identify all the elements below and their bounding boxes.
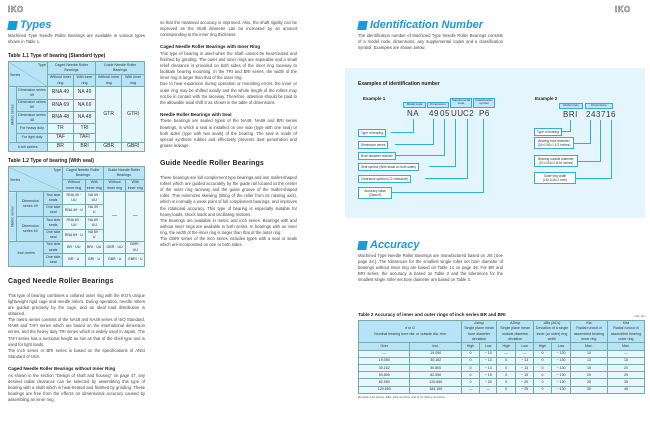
sub-header: Low [480,343,497,350]
table2-caption: Table 1.2 Type of bearing (With seal) [8,158,94,165]
cell: − 13 [516,365,534,372]
caged-with-heading: Caged Needle Roller Bearings with Inner Ring [160,44,261,50]
cell: RNA 69 · U [62,229,85,241]
type-label: Type [53,167,61,172]
guide-p1: These bearings are full complement type bearings and use mallet-shaped rollers which are guided accurately by the guide rail located at the center of the outer ring raceway and the guide groove of the mallet-shaped roller. This minimizes skewing (tilting of the roller from its rotating axis), which is normally a weak point of full complement bearings, and improves the rotational accuracy. This type of bearing is especially suitable for heavy loads, shock loads and oscillating motions. [160,175,297,217]
cell: 184.150 [410,386,461,393]
cell: 30.162 [359,365,410,372]
label-outer-ring-width: Outer ring width (16×1/16=1 inch) [534,172,576,184]
sub-header: High [461,343,479,350]
group-cell: Inch series [9,241,44,266]
metric-label: Metric series [9,87,17,143]
cell: BR · U [62,254,85,266]
cell: 25 [570,379,607,386]
accuracy-intro: Machined Type Needle Roller Bearings are manufactured based on JIS (See page 34.). The tolerances for the smallest single roller set bore diameter of bearings without inner ring are based on Table 14 on page 36. For BR and BRI series, the accuracy is based on Table 2 and the tolerances for the smallest single roller set bore diameter are based on Table 3. [358,253,503,283]
header-sym: Kia [586,321,592,326]
cell: BRI · UU [85,241,103,253]
table-row [9,192,145,204]
sub-header: With inner ring [122,74,145,86]
cell: 25 [607,372,644,379]
cell: 82.550 [359,379,410,386]
label-dimension-series: Dimension series [358,141,388,149]
col-caged: Caged Needle Roller Bearings [47,62,95,74]
cell: 0 [497,372,516,379]
section-square-icon [357,21,368,30]
cell: GBR · U [103,254,126,266]
cell: 30.162 [410,357,461,364]
cell: GBRI [122,142,145,151]
seal-cell: Two side seals [44,241,63,253]
cell: 0 [461,379,479,386]
cell: 0 [497,365,516,372]
sub-header: Without inner ring [62,179,85,191]
sub-header-row [359,343,645,350]
example2-label: Example 2 [535,96,558,101]
cell: 45 [607,386,644,393]
ident-examples-box [345,68,645,218]
cell: BRI [73,142,95,151]
header-desc: Deviation of a single inner (or outer) ring width [535,326,569,341]
label-outside-dia: Bearing outside diameter (37×1/16=2 5/16 inches) [534,155,578,167]
cell: GBR [96,142,122,151]
header-sym: d or D [405,326,415,331]
label-type-of-bearing: Type of bearing [358,129,386,137]
cell: 30 [570,386,607,393]
tag-dimensions: Dimensions [427,102,449,108]
header-sym: ΔBs (ΔCs) [543,321,561,326]
cell: − 13 [480,357,497,364]
tag-classification: Classification symbol [473,98,495,108]
table-row [359,365,645,372]
cell: TAFI [73,133,95,142]
cell: − 130 [551,379,570,386]
cell: RNA 69 · UU [62,217,85,229]
cell: 0 [534,379,552,386]
cell: − 130 [551,350,570,357]
cell: − 130 [551,386,570,393]
cell: − 20 [480,379,497,386]
label-clearance-symbol: Clearance symbol (C2 clearance) [358,175,411,183]
series-cell: For light duty [17,133,48,142]
cell: 0 [534,365,552,372]
sub-header: Low [551,343,570,350]
accuracy-remark: Remark d for Δdmp, ΔBs, ΔCs and Kia, and D for ΔDmp and Kea [358,394,445,399]
cell: TAF [47,133,73,142]
col-guide: Guide Needle Roller Bearings [103,167,144,179]
cell: 19.050 [410,350,461,357]
table-row [359,372,645,379]
group-cell: Dimension series 49 [17,192,44,217]
cell: − 25 [516,386,534,393]
header-sym: Δdmp [474,321,484,326]
cell: 120.650 [410,379,461,386]
types-title: Types [20,19,52,31]
sub-header: With inner ring [85,179,103,191]
types-heading [8,20,145,31]
cell: — [516,350,534,357]
header-desc: Radial runout of assembled bearing inner ring [573,326,605,341]
tag-model-code: Model code [559,103,583,109]
sub-header: Incl. [410,343,461,350]
cell: GBRI · U [126,254,145,266]
cell: GTR [96,87,122,143]
cell: 15 [570,365,607,372]
series-cell: Dimension series 69 [17,99,48,111]
header-sym: Kea [622,321,630,326]
code-49: 49 [429,109,439,118]
seal-cell: Two side seals [44,192,63,204]
caged-without-heading: Caged Needle Roller Bearings without Inner Ring [8,365,116,371]
cell: − 130 [551,372,570,379]
cell: NA 69 · UU [85,217,103,229]
sub-header: Without inner ring [103,179,126,191]
tag-supplemental: Supplemental code [450,98,472,108]
cell: — [103,192,126,242]
cell: GTRI [122,87,145,143]
series-label: Series [10,178,21,183]
iko-logo-left: IKO [8,5,24,14]
cell: 0 [461,365,479,372]
cell: — [461,386,479,393]
accuracy-title: Accuracy [370,239,420,251]
cell: RNA 49 · U [62,204,85,216]
accuracy-heading [358,240,503,251]
cell: BR · UU [62,241,85,253]
ident-section [358,20,503,51]
cell: — [607,350,644,357]
cell: BRI · U [85,254,103,266]
table-row [359,350,645,357]
column-middle [160,20,297,248]
code-uu: UU [451,109,464,118]
cell: NA 49 · U [85,204,103,216]
cell: 0 [497,379,516,386]
cell: 50.800 [410,365,461,372]
cell: GBR · UU [103,241,126,253]
col-caged: Caged Needle Roller Bearings [62,167,103,179]
cell: 50.800 [359,372,410,379]
seal-cell: One side seal [44,229,63,241]
cell: 10 [570,350,607,357]
cell: 20 [570,372,607,379]
cell: − 130 [551,357,570,364]
table-row [9,241,145,253]
cell: GBRI · UU [126,241,145,253]
cell: NA 69 [73,99,95,111]
header-sym: ΔDmp [510,321,521,326]
code-bri: BRI [563,110,578,119]
cell: 0 [534,350,552,357]
cell: − 15 [480,372,497,379]
section-square-icon [7,21,18,30]
tag-dimensions: Dimensions [585,103,613,109]
caged-cont: so that the rotational accuracy is improved. Also, the shaft rigidity can be improved as the shaft diameter can be increased by an amount corresponding to the inner ring thickness. [160,20,297,38]
cell: − 13 [516,357,534,364]
header-desc: Single plane mean outside diameter deviation [500,326,531,341]
ident-box-title: Examples of identification number [358,81,440,87]
cell: BR [47,142,73,151]
seal-cell: One side seal [44,254,63,266]
cell: TRI [73,124,95,133]
cell: 0 [534,372,552,379]
label-bore-number: Bore diameter number [358,152,396,160]
cell: 19.050 [359,357,410,364]
cell: — [359,350,410,357]
sub-header: Max. [570,343,607,350]
ident-title: Identification Number [370,19,484,31]
cell: NA 69 · U [85,229,103,241]
unit-label: unit: μm [634,314,645,319]
seal-cell: Two side seals [44,217,63,229]
header-desc: Nominal bearing bore dia. or outside dia. mm [374,331,446,336]
table1-caption: Table 1.1 Type of bearing (Standard type) [8,53,106,60]
cell: NA 49 · UU [85,192,103,204]
caged-with-p2: Due to heat expansion during operation or mounting errors, the inner or outer ring may be shifted axially and the whole length of the rollers may not be in contact with the raceway. Therefore, attention should be paid to the allowable axial shift S as shown in the table of dimensions. [160,81,297,105]
cell: 0 [497,386,516,393]
cell: — [497,350,516,357]
cell: RNA 69 [47,99,73,111]
types-intro: Machined Type Needle Roller Bearings are available in various types shown in Table 1. [8,33,145,45]
caged-p2: The metric series consists of the NA48 and NA49 series of ISO Standard, NA69 and TAFI series which are based on the international dimension series, and the heavy duty TRI series which is widely used in Japan. The TAFI series has a sectional height as low as that of the shell type and is used for light loads. [8,317,145,347]
seal-heading: Needle Roller Bearings with Seal [160,111,232,117]
caged-p3: The inch series or BRI series is based on the specifications of ANSI Standard of USA. [8,347,145,359]
cell: — [126,192,145,242]
code-na: NA [407,109,420,118]
cell: − 10 [480,350,497,357]
cell: 20 [607,365,644,372]
type-label: Type [38,62,46,67]
label-bore-dia: Bearing bore diameter (24×1/16=1 1/2 inches) [534,137,574,149]
cell: — [480,386,497,393]
ident-intro: The identification number of Machined Type Needle Roller Bearings consists of a model code, dimensions, any supplemental codes and a classification symbol. Examples are shown below. [358,33,503,51]
cell: − 15 [516,372,534,379]
cell: − 20 [516,379,534,386]
table-standard-type [8,61,145,152]
series-label: Series [10,73,21,78]
table-row [9,142,145,151]
caged-heading: Caged Needle Roller Bearings [8,277,114,285]
sub-header: Without inner ring [96,74,122,86]
seal-text: These bearings are sealed types of the NA49, NA69 and BRI series bearings, in which a seal is installed on one side (type with one seal) or both sides (type with two seals) of the bearing. The seal is made of special synthetic rubber and effectively prevents dust penetration and grease leakage. [160,118,297,148]
accuracy-table-caption: Table 2 Accuracy of inner and outer rings of inch series BR and BRI [358,312,506,317]
caged-p1: This type of bearing combines a collared outer ring with the IKO's unique lightweight rigid cage and needle rollers. During operation, needle rollers are guided precisely by the cage, and an ideal load distribution is obtained. [8,292,145,317]
series-cell: For heavy duty [17,124,48,133]
series-cell: Dimension series 49 [17,87,48,99]
accuracy-table-block [358,312,645,399]
cell: − 130 [551,365,570,372]
caged-without-text: As shown in the section "Design of shaft and housing" on page 47, any desired radial clearance can be selected by assembling this type of bearing with a shaft which is heat-treated and finished by grinding. These bearings are free from the effects on dimensional accuracy caused by assembling an inner ring, [8,372,145,402]
cell: − 13 [480,365,497,372]
accuracy-table [358,320,645,394]
cell: 120.650 [359,386,410,393]
guide-p3: The GBRI series of the inch series includes types with a seal or seals which are incorporated on one or both sides. [160,235,297,248]
example1-label: Example 1 [363,96,386,101]
label-seal-symbol: Seal symbol (With seals on both sides) [358,163,419,171]
series-cell: Dimension series 48 [17,112,48,124]
accuracy-section [358,240,503,283]
guide-p2: The bearings are available in metric and inch series. Bearings with and without inner rings are available in both series. In bearings with an inner ring, the width of the inner ring is larger than that of the outer ring. [160,217,297,235]
cell: RNA 48 [47,112,73,124]
table-row [359,379,645,386]
cell: 82.550 [410,372,461,379]
col-guide: Guide Needle Roller Bearings [96,62,145,74]
cell: 0 [461,372,479,379]
cell: 0 [534,357,552,364]
label-accuracy-class: Accuracy class (Class 6) [358,187,392,199]
header-desc: Radial runout of assembled bearing outer ring [610,326,642,341]
sub-header: Low [516,343,534,350]
sub-header: Over [359,343,410,350]
cell: NA 49 [73,87,95,99]
label-type-of-bearing-2: Type of bearing [534,128,562,136]
cell: 0 [461,357,479,364]
cell: 35 [607,379,644,386]
guide-heading: Guide Needle Roller Bearings [160,159,265,167]
code-24: 24 [586,110,596,119]
ident-heading [358,20,503,31]
group-cell: Dimension series 69 [17,217,44,242]
sub-header: With inner ring [126,179,145,191]
series-cell: Inch series [9,142,48,151]
cell: RNA 49 · UU [62,192,85,204]
sub-header: High [534,343,552,350]
iko-logo-right: IKO [615,5,631,14]
code-16: 16 [606,110,616,119]
cell: RNA 49 [47,87,73,99]
sub-header: Max. [607,343,644,350]
column-left [8,20,145,403]
header-desc: Single plane mean bore diameter deviation [464,326,495,341]
seal-cell: One side seal [44,204,63,216]
table-row [359,357,645,364]
cell: 0 [534,386,552,393]
cell: NA 48 [73,112,95,124]
code-37: 37 [596,110,606,119]
cell: 0 [497,357,516,364]
cell: 0 [461,350,479,357]
sub-header: With inner ring [73,74,95,86]
section-square-icon [357,241,368,250]
tag-model-code: Model code [403,102,426,108]
code-05: 05 [440,109,450,118]
cell: 15 [607,357,644,364]
cell: TR [47,124,73,133]
table-row [359,386,645,393]
sub-header: High [497,343,516,350]
caged-with-p1: This type of bearing is used when the shaft cannot be heat-treated and finished by grinding. The outer and inner rings are separable and a small relief clearance is provided on both sides of the inner ring raceway to facilitate bearing mounting. In the TRI and BRI series, the width of the inner ring is larger than that of the outer ring. [160,50,297,81]
metric-label: Metric series [9,192,17,242]
code-p6: P6 [479,109,490,118]
code-c2: C2 [463,109,475,118]
table-row [9,87,145,99]
table-with-seal [8,166,145,266]
sub-header: Without inner ring [47,74,73,86]
cell: 13 [570,357,607,364]
